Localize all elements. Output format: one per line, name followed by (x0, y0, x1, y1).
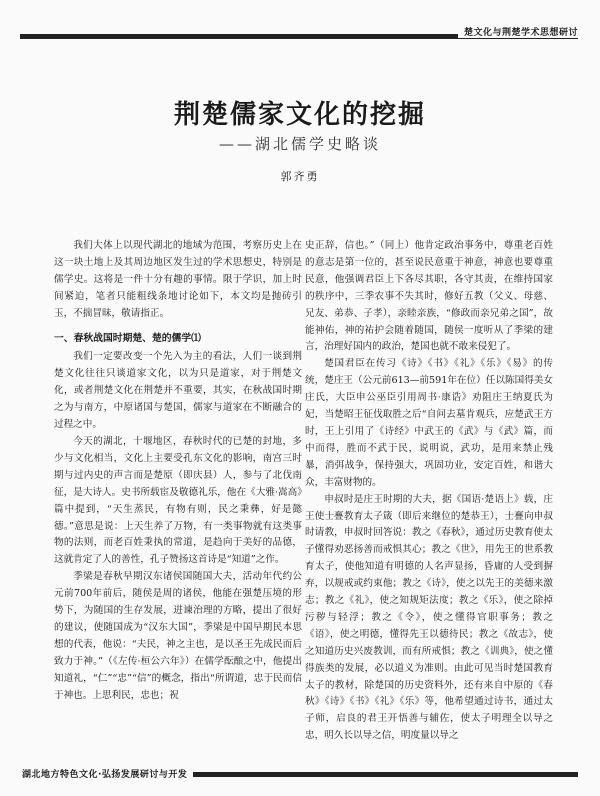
body-paragraph: 今天的湖北，十堰地区，春秋时代的已楚的封地，多少与文化相当，文化上主要受孔东文化的影响，南宫三时期与过内史的声言而是楚原（即庆县）人，参与了北伐南征，是大诗人。史书所载宦及敬德礼乐，他在《大雅·嵩高》篇中提到，“天生蒸民，有物有则，民之秉彝，好是懿德。”意思是说：上天生养了万物，有一类事物就有这类事物的法则，而老百姓秉执的常道，是趋向于美好的品德，这就肯定了人的善性，孔子赞扬这首诗是“知道”之作。 (54, 435, 302, 566)
page-header (20, 20, 578, 42)
body-paragraph: 我们一定要改变一个先入为主的看法，人们一谈到荆楚文化往往只谈道家文化，以为只是道家，对于荆楚文化，或者荆楚文化在荆楚并不重要，其实，在秋战国时期之为与南方，中原诸国与楚国，儒家与道家在不断融合的过程之中。 (54, 351, 302, 431)
article-subtitle: ——湖北儒学史略谈 (218, 135, 381, 153)
left-column (54, 238, 302, 758)
body-paragraph: 申叔时是庄王时期的大夫，据《国语·楚语上》载，庄王使士亹教育太子箴（即后来继位的楚恭王），士亹向申叔时请教，申叔时回答说：教之《春秋》，通过历史教育使太子懂得劝恶扬善而戒惧其心；教之《世》，用先王的世系教育太子，使他知道有明德的人名声显扬，昏庸的人受到摒弃，以规戒或约束他；教之《诗》，使之以先王的美德来激志；教之《礼》，使之知规矩法度；教之《乐》，使之除掉污秽与轻浮；教之《令》，使之懂得官职事务；教之《语》，使之明德，懂得先王以德待民；教之《故志》，使之知道历史兴废教训，而有所戒惧；教之《训典》，使之懂得族类的发展，必以道义为准则。由此可见当时楚国教育太子的教材，除楚国的历史资料外，还有来自中原的《春秋》《诗》《书》《礼》《乐》等，他希望通过诗书，通过太子师，启良的君王开悟善与辅佐，使太子明理全以导之忠，明久长以导之信，明度量以导之 (305, 493, 553, 742)
abstract-paragraph: 我们大体上以现代湖北的地域为范围，考察历史上在这一块土地上及其周边地区发生过的学术思想史，特别是儒学史。这将是一件十分有趣的事情。限于学识，加上时间紧迫，笔者只能粗线条地讨论如下，本文均是抛砖引玉，不揣冒昧，敬请指正。 (54, 240, 302, 319)
running-title: 楚文化与荆楚学术思想研讨 (458, 25, 578, 38)
section-heading: 一、春秋战国时期楚、楚的儒学⑴ (54, 332, 201, 344)
body-paragraph: 楚国君臣在传习《诗》《书》《礼》《乐》《易》的传统，楚庄王（公元前613—前591年在位）任以陈国得美女庄氏，大臣申公巫臣引用周书·康诰》劝阻庄王纳夏氏为妃，当楚昭王征伐取胜之后“自问去墓肯观兵，应楚武王方时，王上引用了《诗经》中武王的《武》与《武》篇，而中而得，胜而不武于民，说明说，武功，是用来禁止残暴，消弭战争，保持强大，巩固功业，安定百姓，和谐大众，丰富财物的。 (305, 358, 553, 488)
right-column (305, 238, 553, 758)
journal-line: 湖北地方特色文化·弘扬发展研讨与开发 (22, 767, 193, 780)
article-author: 郭齐勇 (280, 170, 320, 183)
page-footer (22, 764, 578, 784)
body-paragraph: 史正辞，信也。”（同上）他肯定政治事务中，尊重老百姓的意志是第一位的，甚至说民意重于神意，神意也要尊重民意，他强调君臣上下各尽其职，各守其责，在维持国家的秩序中，三季农事不失其时，修好五教（父义、母慈、兄友、弟恭、子孝），亲睦亲族，“修政而亲兄弟之国”，故能神佑，神的祐护会随着随国，随侯一度听从了季梁的建言，治理好国内的政治，楚国也就不敢来侵犯了。 (305, 240, 553, 353)
article-title: 荆楚儒家文化的挖掘 (173, 100, 426, 130)
body-paragraph: 季梁是春秋早期汉东诸侯国随国大夫，活动年代约公元前700年前后，随侯是周的诸侯，他能在强楚压境的形势下，为随国的生存发展，进谏治理的方略，提出了很好的建议，使随国成为“汉东大国”，季梁是中国早期民本思想的代表，他说：“夫民，神之主也，是以圣王先成民而后致力于神。”（《左传·桓公六年》）在儒学酝酿之中，他提出知道礼，“仁”“忠”“信”的概念，指出“所谓道，忠于民而信于神也。上思利民，忠也；祝 (54, 571, 302, 701)
